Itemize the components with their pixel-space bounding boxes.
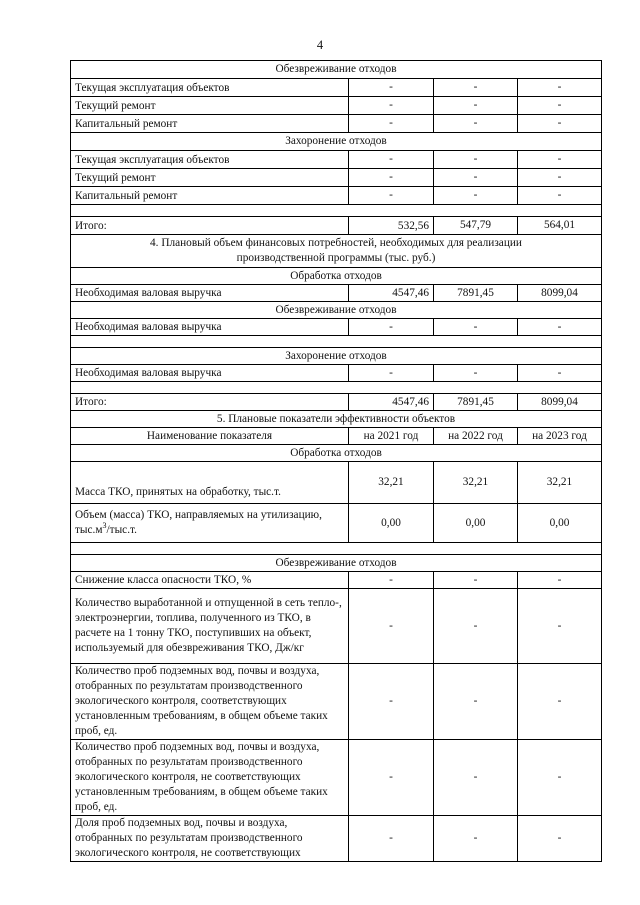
value-2022: - (434, 151, 518, 169)
value-2023: 32,21 (518, 462, 602, 504)
section-5-heading: 5. Плановые показатели эффективности объектов (71, 411, 602, 428)
value-2022: - (434, 79, 518, 97)
blank-row (71, 205, 602, 217)
column-header-2021: на 2021 год (349, 428, 434, 445)
value-2022: 0,00 (434, 504, 518, 543)
table-row (71, 365, 602, 382)
row-label: Текущий ремонт (71, 169, 349, 187)
value-2022: - (434, 115, 518, 133)
total-row (71, 217, 602, 235)
value-2022: - (434, 572, 518, 589)
value-2022: - (434, 319, 518, 336)
table-row (71, 169, 602, 187)
blank-row (71, 336, 602, 348)
value-2021: 32,21 (349, 462, 434, 504)
value-2022: - (434, 589, 518, 664)
s5-title-neutralization: Обезвреживание отходов (71, 555, 602, 572)
value-2023: - (518, 115, 602, 133)
page-number: 4 (316, 38, 324, 52)
total-label: Итого: (71, 394, 349, 411)
row-label: Необходимая валовая выручка (71, 285, 349, 302)
column-header-2023: на 2023 год (518, 428, 602, 445)
total-2021: 4547,46 (349, 394, 434, 411)
table-row (71, 187, 602, 205)
value-2023: 0,00 (518, 504, 602, 543)
table-row (71, 319, 602, 336)
value-2023: - (518, 664, 602, 740)
table-row (71, 115, 602, 133)
column-header-name: Наименование показателя (71, 428, 349, 445)
value-2023: - (518, 97, 602, 115)
value-2023: - (518, 572, 602, 589)
section-4-heading: 4. Плановый объем финансовых потребностей, необходимых для реализации производственной программы (тыс. руб.) (71, 235, 602, 268)
table-row (71, 79, 602, 97)
s4-title-burial: Захоронение отходов (71, 348, 602, 365)
value-2023: - (518, 589, 602, 664)
row-label: Необходимая валовая выручка (71, 365, 349, 382)
row-label: Количество выработанной и отпущенной в сеть тепло-, электроэнергии, топлива, полученного из ТКО, в расчете на 1 тонну ТКО, поступивших на объект, используемый для обезвреживания ТКО, Дж/кг (71, 589, 349, 664)
value-2023: 8099,04 (518, 285, 602, 302)
value-2023: - (518, 365, 602, 382)
value-2023: - (518, 816, 602, 862)
value-2021: - (349, 589, 434, 664)
value-2021: - (349, 187, 434, 205)
table-row (71, 285, 602, 302)
value-2022: 7891,45 (434, 285, 518, 302)
value-2022: - (434, 740, 518, 816)
blank-row (71, 382, 602, 394)
value-2021: - (349, 115, 434, 133)
table-row (71, 589, 602, 664)
total-2022: 7891,45 (434, 394, 518, 411)
table-row (71, 740, 602, 816)
value-2021: - (349, 97, 434, 115)
value-2023: - (518, 319, 602, 336)
column-header-2022: на 2022 год (434, 428, 518, 445)
row-label: Текущий ремонт (71, 97, 349, 115)
value-2022: - (434, 187, 518, 205)
row-label: Количество проб подземных вод, почвы и воздуха, отобранных по результатам производственного экологического контроля, соответствующих установленным требованиям, в общем объеме таких проб, ед. (71, 664, 349, 740)
header-row (71, 428, 602, 445)
s5-title-processing: Обработка отходов (71, 445, 602, 462)
value-2022: 32,21 (434, 462, 518, 504)
total-label: Итого: (71, 217, 349, 235)
total-2021: 532,56 (349, 217, 434, 235)
value-2021: - (349, 79, 434, 97)
value-2023: - (518, 740, 602, 816)
value-2021: 4547,46 (349, 285, 434, 302)
row-label: Текущая эксплуатация объектов (71, 151, 349, 169)
value-2022: - (434, 169, 518, 187)
table-row (71, 572, 602, 589)
total-2022: 547,79 (434, 217, 518, 235)
s4-title-processing: Обработка отходов (71, 268, 602, 285)
value-2023: - (518, 79, 602, 97)
row-label: Необходимая валовая выручка (71, 319, 349, 336)
total-2023: 8099,04 (518, 394, 602, 411)
production-program-table (70, 60, 602, 862)
s4-title-neutralization: Обезвреживание отходов (71, 302, 602, 319)
value-2021: - (349, 740, 434, 816)
value-2023: - (518, 169, 602, 187)
table-row (71, 97, 602, 115)
total-2023: 564,01 (518, 217, 602, 235)
table-row (71, 816, 602, 862)
row-label: Доля проб подземных вод, почвы и воздуха, отобранных по результатам производственного экологического контроля, не соответствующих (71, 816, 349, 862)
value-2021: - (349, 816, 434, 862)
value-2022: - (434, 365, 518, 382)
value-2022: - (434, 664, 518, 740)
row-label: Капитальный ремонт (71, 187, 349, 205)
blank-row (71, 543, 602, 555)
row-label: Снижение класса опасности ТКО, % (71, 572, 349, 589)
section-title-neutralization: Обезвреживание отходов (71, 61, 602, 79)
row-label: Масса ТКО, принятых на обработку, тыс.т. (71, 462, 349, 504)
table-row (71, 462, 602, 504)
value-2021: - (349, 319, 434, 336)
value-2023: - (518, 187, 602, 205)
value-2021: 0,00 (349, 504, 434, 543)
value-2021: - (349, 365, 434, 382)
row-label: Текущая эксплуатация объектов (71, 79, 349, 97)
row-label: Капитальный ремонт (71, 115, 349, 133)
value-2021: - (349, 572, 434, 589)
value-2021: - (349, 151, 434, 169)
value-2021: - (349, 664, 434, 740)
value-2022: - (434, 816, 518, 862)
row-label: Объем (масса) ТКО, направляемых на утилизацию, $тыс.м^3/тыс.т$. (71, 504, 349, 543)
value-2023: - (518, 151, 602, 169)
table-row (71, 504, 602, 543)
row-label: Количество проб подземных вод, почвы и воздуха, отобранных по результатам производственного экологического контроля, не соответствующих установленным требованиям, в общем объеме таких проб, ед. (71, 740, 349, 816)
table-row (71, 664, 602, 740)
value-2022: - (434, 97, 518, 115)
table-row (71, 151, 602, 169)
section-title-burial: Захоронение отходов (71, 133, 602, 151)
total-row (71, 394, 602, 411)
value-2021: - (349, 169, 434, 187)
